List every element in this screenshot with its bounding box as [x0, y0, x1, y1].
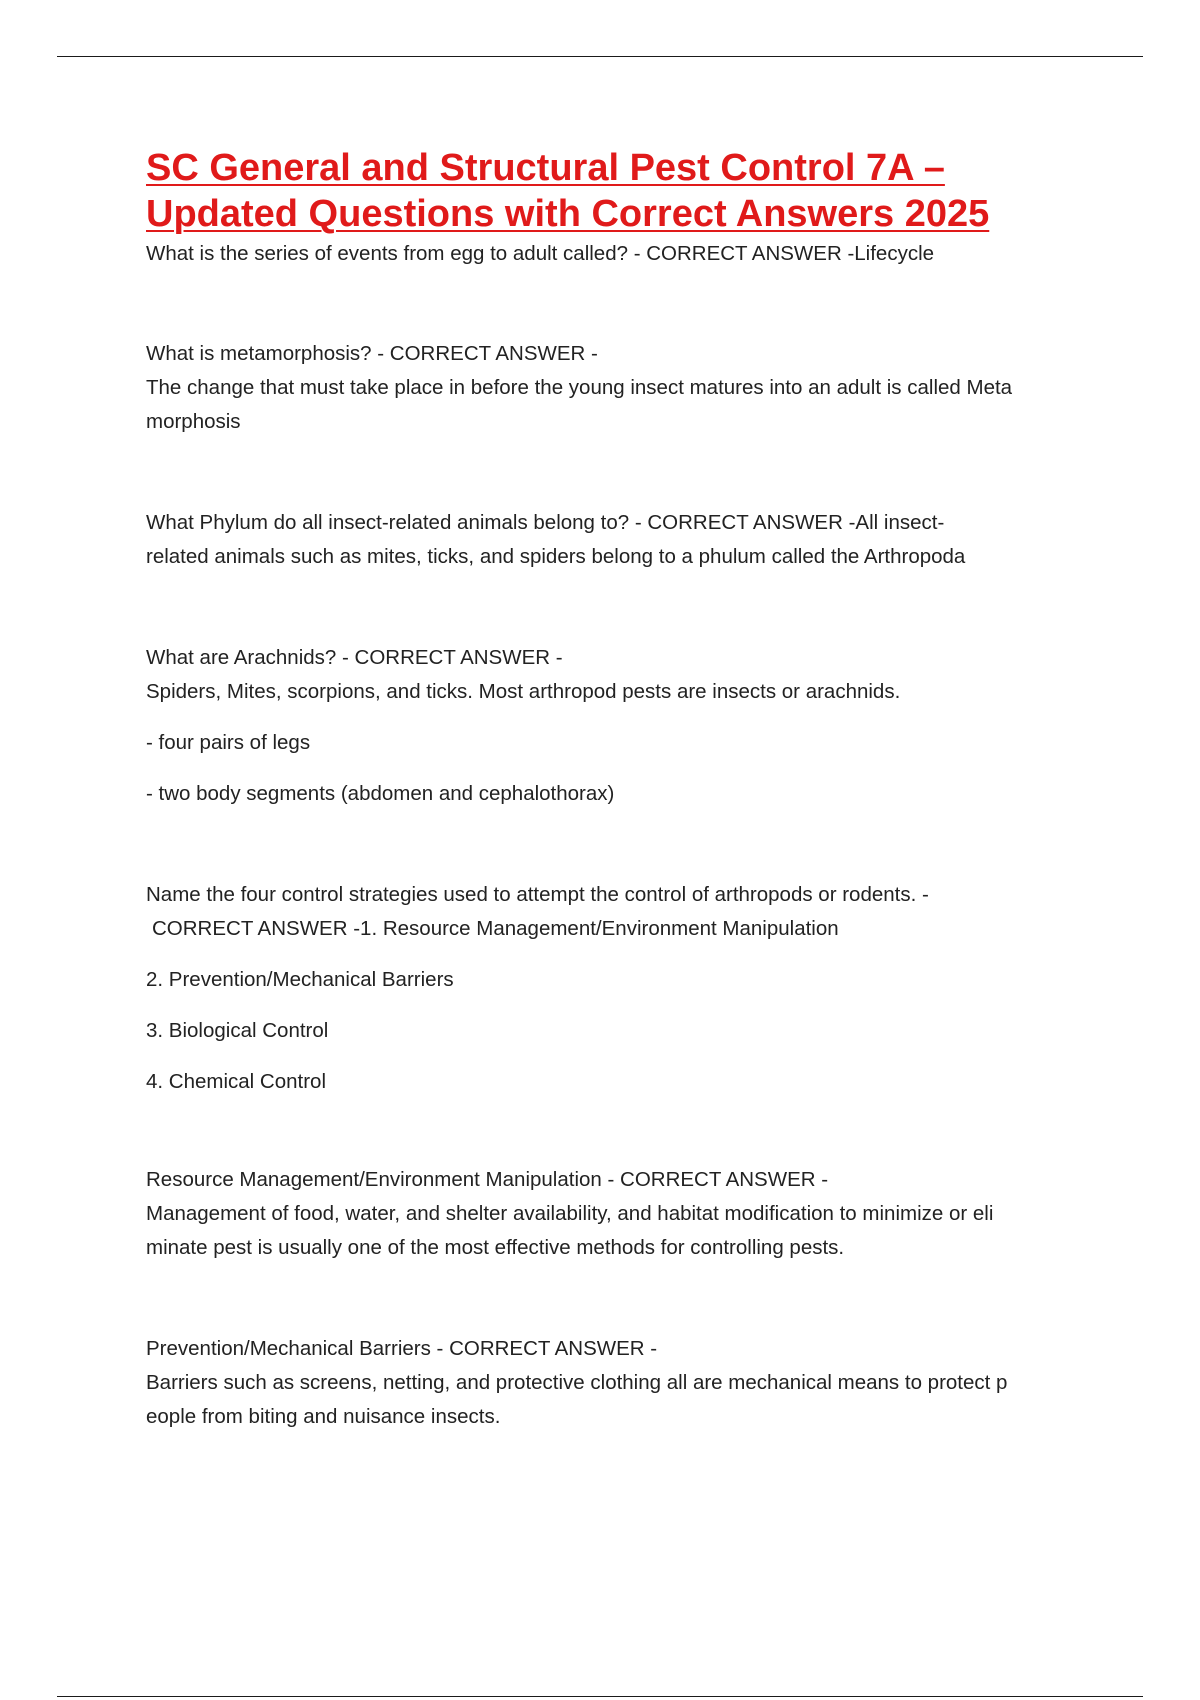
qa-line: What is the series of events from egg to adult called? - CORRECT ANSWER -Lifecycle [146, 242, 935, 265]
qa-answer-line: CORRECT ANSWER -1. Resource Management/Environment Manipulation [152, 917, 839, 940]
qa-item-metamorphosis [146, 337, 1096, 439]
qa-question: What are Arachnids? - CORRECT ANSWER - [146, 646, 563, 669]
qa-question: What Phylum do all insect-related animals belong to? - CORRECT ANSWER -All insect- [146, 511, 945, 534]
qa-item-arachnids [146, 641, 1096, 811]
qa-list-item: 3. Biological Control [146, 1019, 329, 1042]
qa-list-item: 2. Prevention/Mechanical Barriers [146, 968, 454, 991]
qa-answer-line: Spiders, Mites, scorpions, and ticks. Most arthropod pests are insects or arachnids. [146, 680, 901, 703]
qa-question: Prevention/Mechanical Barriers - CORRECT ANSWER - [146, 1337, 658, 1360]
qa-item-prevention [146, 1332, 1096, 1434]
qa-answer-line: Management of food, water, and shelter availability, and habitat modification to minimize or eli [146, 1202, 994, 1225]
bottom-divider [57, 1696, 1143, 1697]
qa-answer-line: eople from biting and nuisance insects. [146, 1405, 501, 1428]
title-line-2: Updated Questions with Correct Answers 2025 [146, 193, 990, 235]
qa-question: What is metamorphosis? - CORRECT ANSWER - [146, 342, 598, 365]
qa-answer-line: The change that must take place in before the young insect matures into an adult is called Meta [146, 376, 1013, 399]
qa-answer-line: minate pest is usually one of the most effective methods for controlling pests. [146, 1236, 845, 1259]
qa-answer-line: morphosis [146, 410, 241, 433]
qa-bullet: - four pairs of legs [146, 731, 311, 754]
qa-answer-line: related animals such as mites, ticks, and spiders belong to a phulum called the Arthropoda [146, 545, 966, 568]
qa-question: Name the four control strategies used to attempt the control of arthropods or rodents. - [146, 883, 929, 906]
qa-item-lifecycle [146, 237, 1096, 271]
qa-item-resource-management [146, 1163, 1096, 1265]
page-title [146, 145, 1106, 237]
title-line-1: SC General and Structural Pest Control 7A – [146, 147, 945, 189]
qa-item-control-strategies [146, 878, 1096, 1099]
qa-list-item: 4. Chemical Control [146, 1070, 327, 1093]
qa-question: Resource Management/Environment Manipulation - CORRECT ANSWER - [146, 1168, 829, 1191]
top-divider [57, 56, 1143, 57]
qa-item-phylum [146, 506, 1096, 574]
qa-answer-line: Barriers such as screens, netting, and protective clothing all are mechanical means to protect p [146, 1371, 1008, 1394]
qa-bullet: - two body segments (abdomen and cephalothorax) [146, 782, 615, 805]
